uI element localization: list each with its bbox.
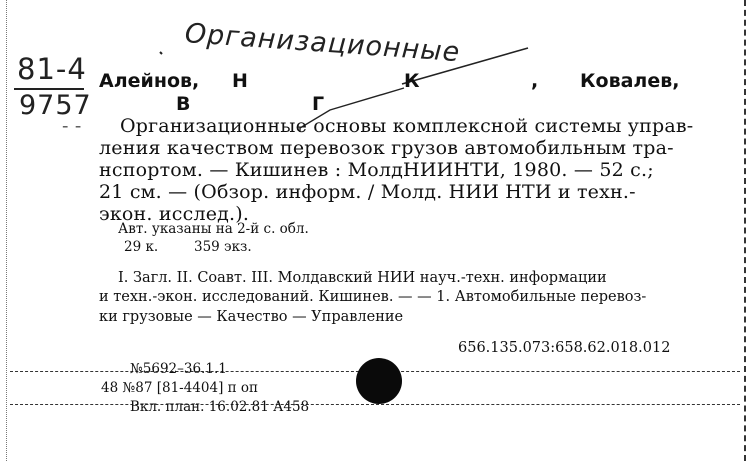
copies: 359 экз. bbox=[194, 239, 252, 255]
classification-number: 656.135.073:658.62.018.012 bbox=[458, 340, 671, 356]
price: 29 к. bbox=[124, 239, 159, 255]
author-2-initial-1: В bbox=[176, 93, 191, 115]
author-2-surname: Ковалев, bbox=[580, 70, 680, 92]
authors-note: Авт. указаны на 2-й с. обл. bbox=[118, 221, 309, 237]
entry-line-2: ления качеством перевозок грузов автомобильным тра- bbox=[99, 137, 674, 159]
author-separator: , bbox=[531, 70, 539, 92]
rule-lower bbox=[10, 404, 740, 405]
entry-line-1: Организационные основы комплексной системы управ- bbox=[120, 115, 694, 137]
handwritten-annotation: Организационные bbox=[183, 18, 462, 69]
author-2-initial-2: Г bbox=[312, 93, 325, 115]
entry-line-4: 21 см. — (Обзор. информ. / Молд. НИИ НТИ и техн.- bbox=[99, 181, 636, 203]
footer-number: №5692–36.1.1 bbox=[130, 361, 227, 377]
footer-order: 48 №87 [81-4404] п оп bbox=[101, 380, 259, 396]
author-1-initial-2: К bbox=[404, 70, 420, 92]
author-1-initial-1: Н bbox=[232, 70, 248, 92]
entry-lead: - - bbox=[62, 115, 82, 137]
author-1-surname: Алейнов, bbox=[99, 70, 200, 92]
footer-date-line: Вкл. план. 16.02.81 А458 bbox=[130, 399, 310, 415]
tracing-line-1: I. Загл. II. Соавт. III. Молдавский НИИ науч.-техн. информации bbox=[118, 270, 607, 286]
call-number-top: 81-4 bbox=[17, 52, 87, 86]
tracing-line-2: и техн.-экон. исследований. Кишинев. — — 1. Автомобильные перевоз- bbox=[99, 289, 647, 305]
punch-hole bbox=[356, 358, 402, 404]
entry-line-3: нспортом. — Кишинев : МолдНИИНТИ, 1980. — 52 с.; bbox=[99, 159, 654, 181]
call-number-bottom: 9757 bbox=[19, 90, 92, 121]
entry-line-5: экон. исслед.). bbox=[99, 203, 250, 225]
tracing-line-3: ки грузовые — Качество — Управление bbox=[99, 309, 404, 325]
